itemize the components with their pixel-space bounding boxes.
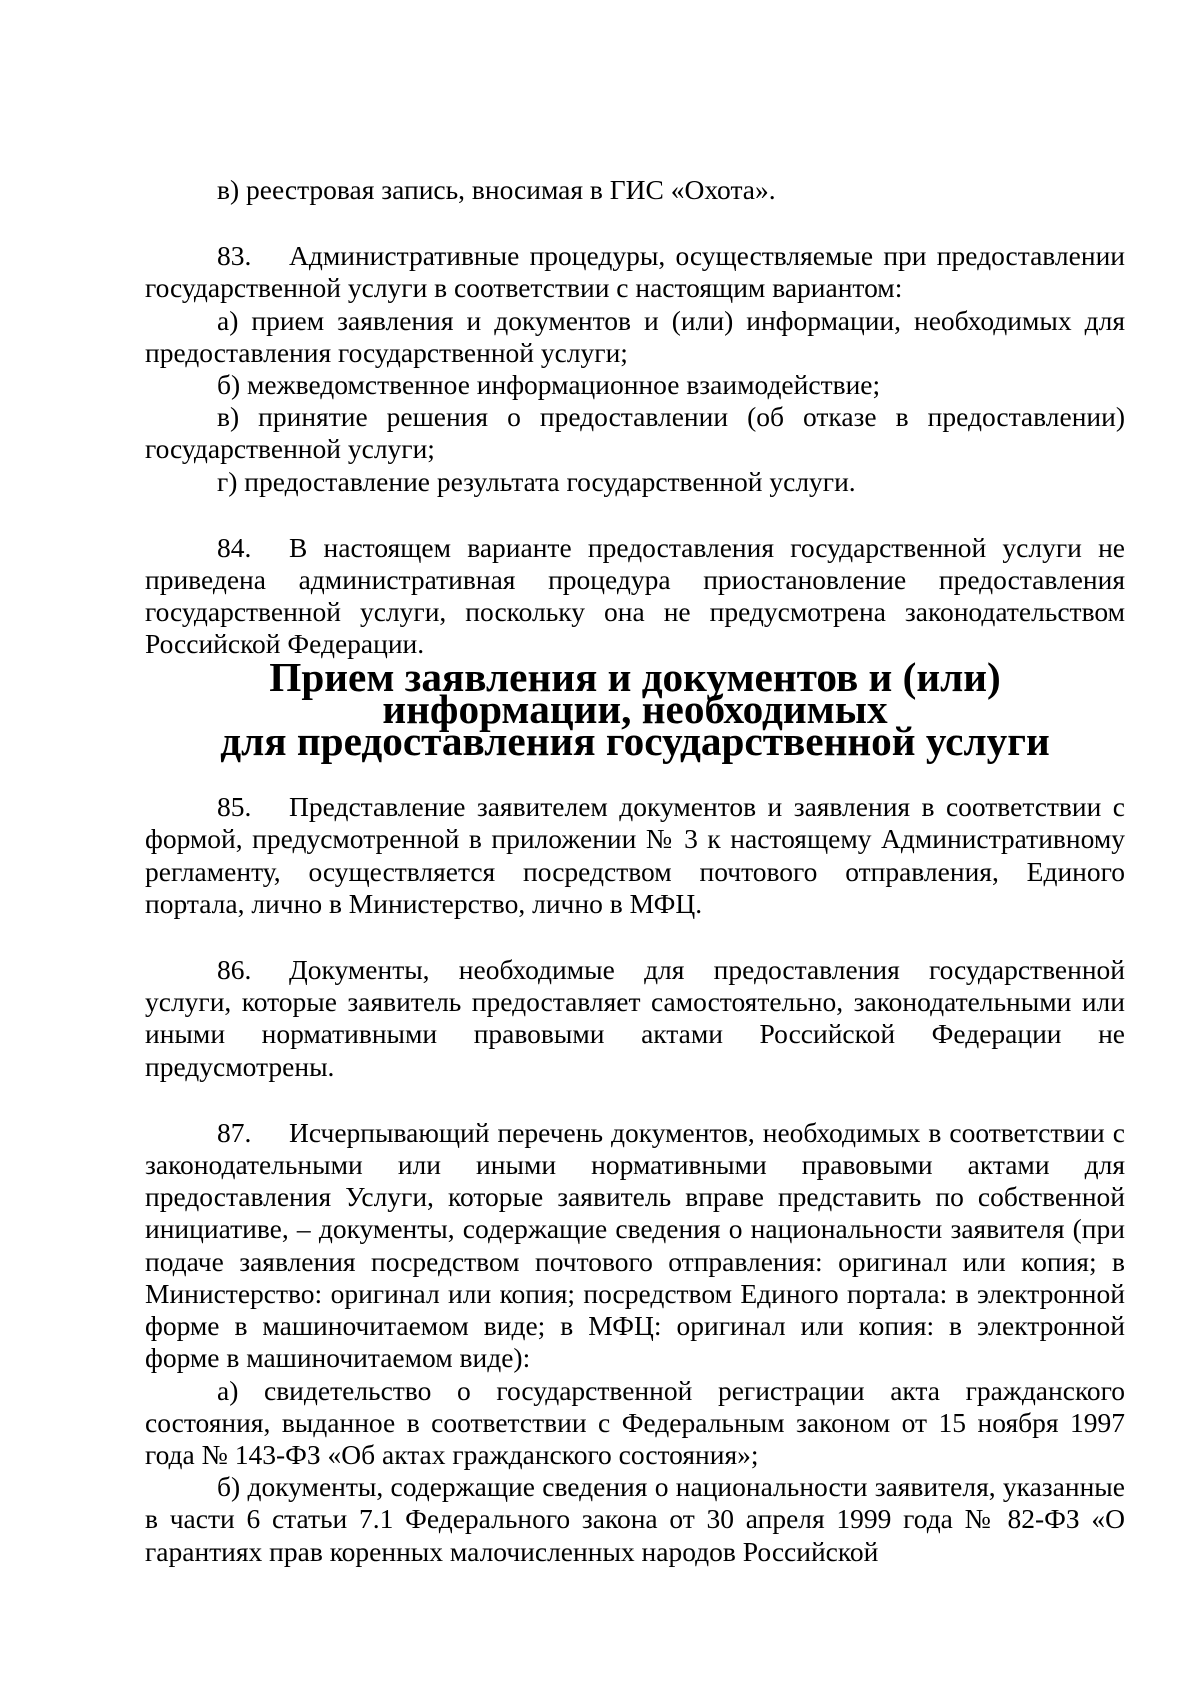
paragraph-86: [145, 954, 1125, 1083]
paragraph-83c: в) принятие решения о предоставлении (об отказе в предоставлении) государственной услуги;: [145, 401, 1125, 465]
paragraph-83a: а) прием заявления и документов и (или) информации, необходимых для предоставления государственной услуги;: [145, 304, 1125, 368]
paragraph-text: Представление заявителем документов и заявления в соответствии с формой, предусмотренной в приложении № 3 к настоящему Административному регламенту, осуществляется посредством почтового отправления, Единого портала, лично в Министерство, лично в МФЦ.: [145, 791, 1125, 919]
paragraph-87: [145, 1117, 1125, 1375]
paragraph-87a: а) свидетельство о государственной регистрации акта гражданского состояния, выданное в соответствии с Федеральным законом от 15 ноября 1997 года № 143-ФЗ «Об актах гражданского состояния»;: [145, 1374, 1125, 1470]
paragraph-text: Документы, необходимые для предоставления государственной услуги, которые заявитель предоставляет самостоятельно, законодательными или иными нормативными правовыми актами Российской Федерации не предусмотрены.: [145, 954, 1125, 1082]
paragraph-87b: б) документы, содержащие сведения о национальности заявителя, указанные в части 6 статьи 7.1 Федерального закона от 30 апреля 1999 года № 82-ФЗ «О гарантиях прав коренных малочисленных народов Российской: [145, 1471, 1125, 1567]
paragraph-84: [145, 532, 1125, 661]
paragraph-number: 85.: [217, 791, 252, 823]
paragraph-number: 86.: [217, 954, 252, 986]
paragraph-text: В настоящем варианте предоставления государственной услуги не приведена административная процедура приостановление предоставления государственной услуги, поскольку она не предусмотрена законодательством Российской Федерации.: [145, 531, 1125, 660]
paragraph-85: [145, 791, 1125, 920]
paragraph-83b: б) межведомственное информационное взаимодействие;: [217, 369, 881, 401]
section-heading: [145, 653, 1125, 765]
paragraph-83d: г) предоставление результата государственной услуги.: [217, 465, 856, 497]
paragraph-82v: в) реестровая запись, вносимая в ГИС «Охота».: [217, 174, 776, 205]
paragraph-number: 87.: [217, 1116, 252, 1148]
paragraph-text: Исчерпывающий перечень документов, необходимых в соответствии с законодательными или иными нормативными правовыми актами для предоставления Услуги, которые заявитель вправе представить по собственной инициативе, – документы, содержащие сведения о национальности заявителя (при подаче заявления посредством почтового отправления: оригинал или копия; в Министерство: оригинал или копия; посредством Единого портала: в электронной форме в машиночитаемом виде; в МФЦ: оригинал или копия: в электронной форме в машиночитаемом виде):: [145, 1116, 1125, 1374]
section-heading-line-2: для предоставления государственной услуги: [220, 718, 1050, 765]
paragraph-83: [145, 240, 1125, 304]
paragraph-number: 83.: [217, 240, 252, 272]
paragraph-number: 84.: [217, 531, 252, 563]
paragraph-text: Административные процедуры, осуществляемые при предоставлении государственной услуги в соответствии с настоящим вариантом:: [145, 240, 1125, 304]
section-heading-line-1: Прием заявления и документов и (или) информации, необходимых: [269, 653, 1001, 732]
document-page: [145, 174, 1125, 1568]
